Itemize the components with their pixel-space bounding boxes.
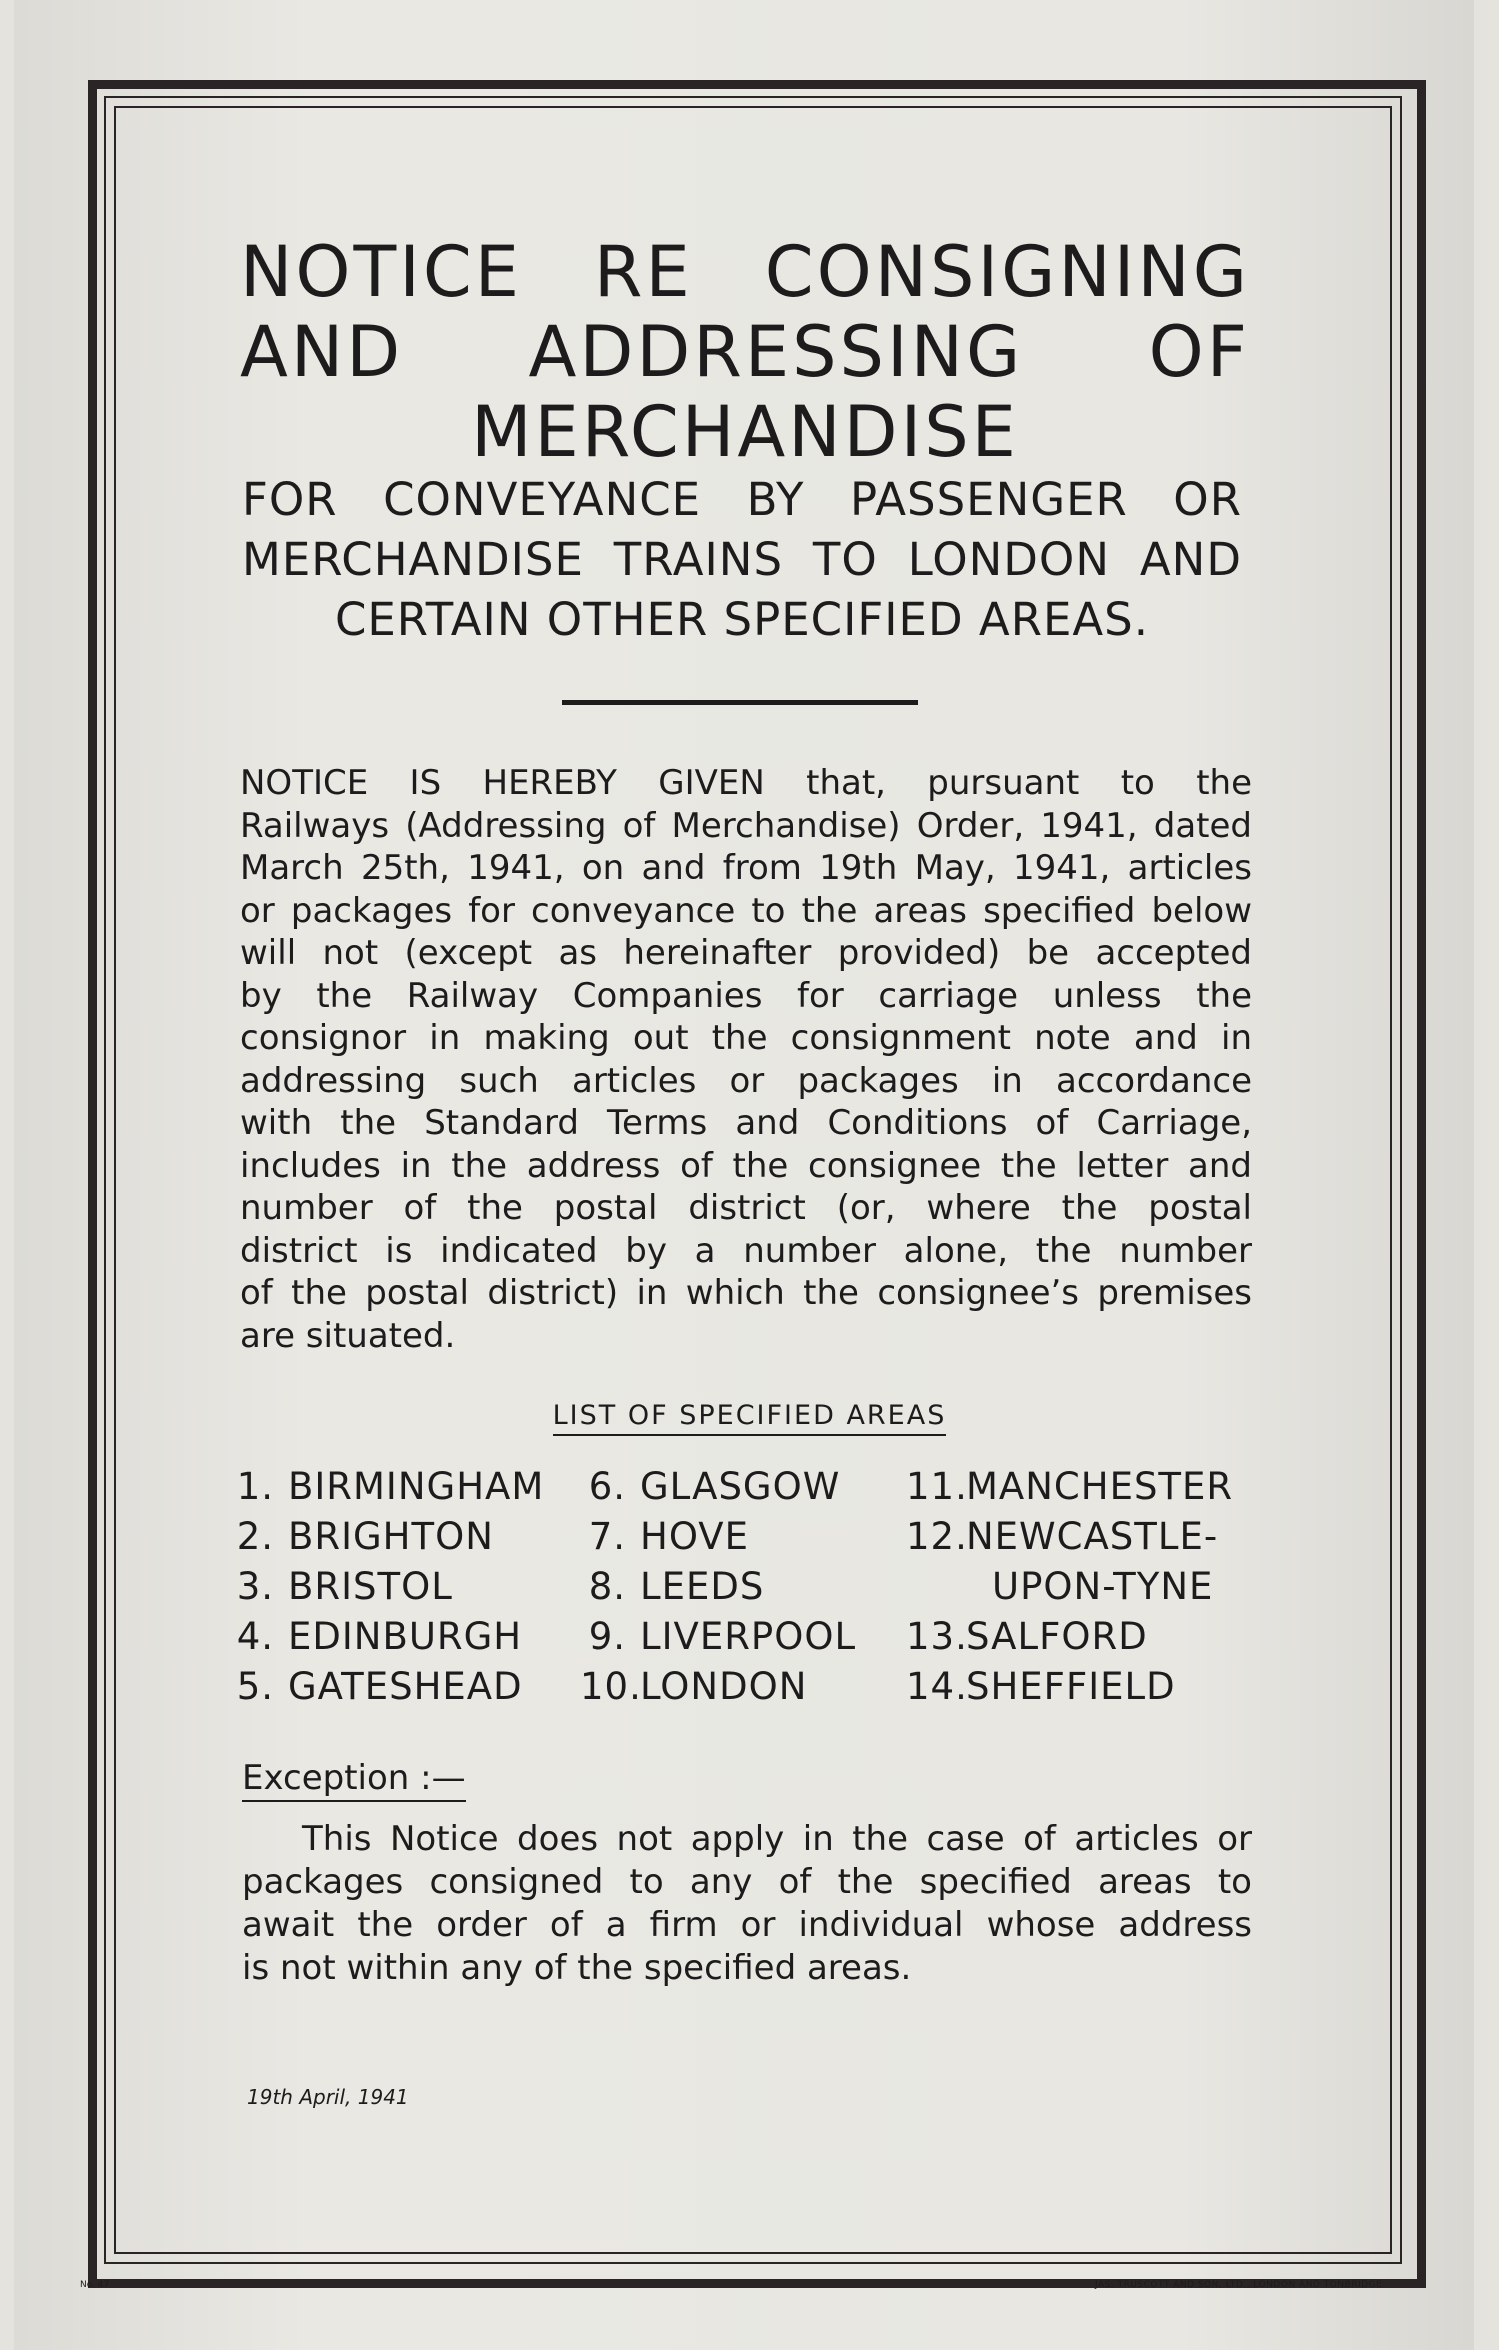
area-name: HOVE [640,1515,749,1558]
area-number: 2. [236,1515,274,1558]
printer-credit: JAS. TRUSCOTT AND SON, LTD., LONDON AND TONBRIDGE [1095,2280,1383,2290]
area-name: UPON-TYNE [992,1565,1214,1608]
area-item [906,1612,1233,1662]
area-item [228,1562,544,1612]
area-number: 9. [588,1615,626,1658]
exception-text [242,1818,1252,1990]
text-line: district is indicated by a number alone, the number [240,1230,1252,1271]
text-line: packages consigned to any of the specified areas to [242,1862,1252,1902]
area-item [906,1662,1233,1712]
area-name: LEEDS [640,1565,765,1608]
notice-body [240,762,1252,1357]
divider [562,700,918,705]
area-name: BRISTOL [288,1565,453,1608]
area-name: SALFORD [966,1615,1148,1658]
text-line: This Notice does not apply in the case of articles or [302,1819,1252,1859]
area-name: BRIGHTON [288,1515,494,1558]
list-heading [0,1400,1499,1431]
areas-column-2 [580,1462,856,1712]
exception-heading: Exception :— [242,1758,466,1802]
area-number: 3. [236,1565,274,1608]
area-name: LIVERPOOL [640,1615,857,1658]
area-item [906,1562,1233,1612]
notice-date: 19th April, 1941 [247,2085,409,2109]
area-item [580,1462,856,1512]
area-item [228,1512,544,1562]
text-line: includes in the address of the consignee the letter and [240,1145,1252,1186]
area-name: GLASGOW [640,1465,841,1508]
area-name: GATESHEAD [288,1665,523,1708]
area-item [580,1512,856,1562]
area-number: 14. [906,1665,968,1708]
area-name: LONDON [640,1665,808,1708]
text-line: is not within any of the specified areas. [242,1948,912,1988]
text-line: await the order of a firm or individual whose address [242,1905,1252,1945]
notice-subtitle [242,470,1242,650]
area-item [906,1512,1233,1562]
area-number: 13. [906,1615,968,1658]
area-name: NEWCASTLE- [966,1515,1219,1558]
text-line: with the Standard Terms and Conditions of Carriage, [240,1103,1252,1143]
area-item [228,1612,544,1662]
area-number: 5. [236,1665,274,1708]
area-number: 1. [236,1465,274,1508]
title-line: NOTICE RE CONSIGNING [240,231,1250,313]
title-line: AND ADDRESSING OF [240,311,1250,393]
area-number: 4. [236,1615,274,1658]
subtitle-line: MERCHANDISE TRAINS TO LONDON AND [242,533,1242,586]
text-line: of the postal district) in which the consignee’s premises [240,1273,1252,1313]
text-line: by the Railway Companies for carriage unless the [240,975,1252,1016]
area-item [228,1462,544,1512]
area-number: 10. [580,1665,642,1708]
area-item [228,1662,544,1712]
text-line: or packages for conveyance to the areas specified below [240,890,1252,931]
area-item [580,1612,856,1662]
area-number: 7. [588,1515,626,1558]
area-name: SHEFFIELD [966,1665,1176,1708]
title-line: MERCHANDISE [471,391,1019,473]
text-line: will not (except as hereinafter provided) be accepted [240,933,1252,973]
text-line: number of the postal district (or, where the postal [240,1188,1252,1228]
notice-title [240,232,1250,472]
text-line: are situated. [240,1315,456,1356]
text-line: NOTICE IS HEREBY GIVEN that, pursuant to the [240,763,1252,803]
area-item [580,1562,856,1612]
area-item [580,1662,856,1712]
area-name: MANCHESTER [966,1465,1234,1508]
area-item [906,1462,1233,1512]
area-number: 6. [588,1465,626,1508]
text-line: Railways (Addressing of Merchandise) Order, 1941, dated [240,805,1252,846]
area-name: BIRMINGHAM [288,1465,545,1508]
poster-number: No. 47 [80,2280,110,2290]
text-line: addressing such articles or packages in accordance [240,1060,1252,1101]
area-number: 11. [906,1465,968,1508]
areas-column-1 [228,1462,544,1712]
subtitle-line: CERTAIN OTHER SPECIFIED AREAS. [334,593,1150,646]
areas-column-3 [906,1462,1233,1712]
area-name: EDINBURGH [288,1615,523,1658]
area-number: 12. [906,1515,968,1558]
area-number: 8. [588,1565,626,1608]
text-line: March 25th, 1941, on and from 19th May, 1941, articles [240,848,1252,888]
subtitle-line: FOR CONVEYANCE BY PASSENGER OR [242,473,1242,526]
text-line: consignor in making out the consignment note and in [240,1018,1252,1058]
list-heading-text: LIST OF SPECIFIED AREAS [553,1400,947,1436]
